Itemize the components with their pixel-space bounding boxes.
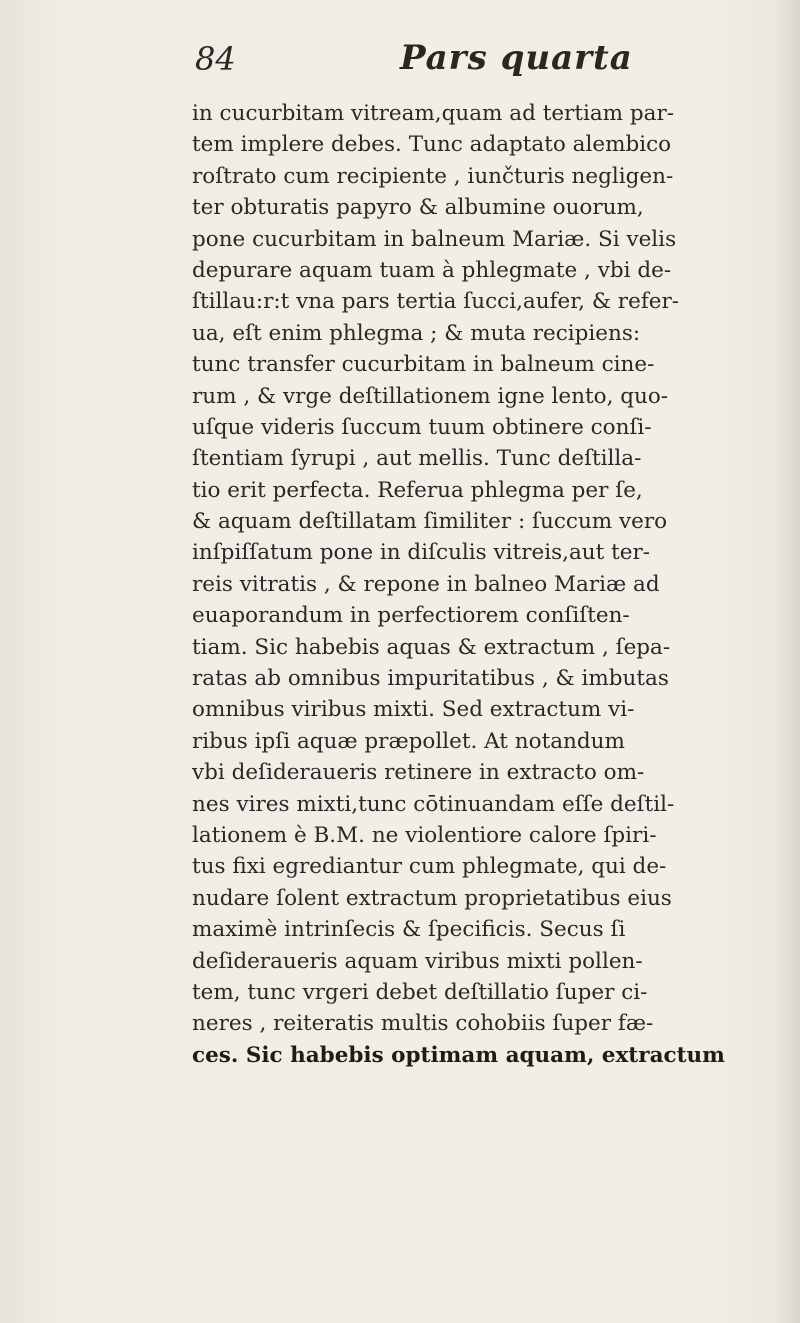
body-text (192, 98, 782, 1071)
text-line: neres , reiteratis multis cohobiis ſuper fæ- (192, 1011, 654, 1037)
text-line: vbi deſideraueris retinere in extracto om- (192, 760, 645, 786)
text-line: roſtrato cum recipiente , iunčturis negligen- (192, 163, 674, 189)
text-line: reis vitratis , & repone in balneo Mariæ ad (192, 571, 660, 597)
text-line: maximè intrinſecis & ſpecificis. Secus ſi (192, 917, 626, 943)
text-line: tus fixi egrediantur cum phlegmate, qui de- (192, 854, 667, 880)
text-line: pone cucurbitam in balneum Mariæ. Si velis (192, 226, 677, 252)
text-line: ſtillau:r:t vna pars tertia ſucci,aufer, & refer- (192, 289, 680, 315)
page-number: 84 (195, 40, 236, 78)
running-head: Pars quarta (400, 38, 633, 78)
text-line: tio erit perfecta. Referua phlegma per ſe, (192, 477, 643, 503)
text-line: nudare ſolent extractum proprietatibus eius (192, 885, 672, 911)
text-line: tunc transfer cucurbitam in balneum cine- (192, 352, 655, 378)
text-line: lationem è B.M. ne violentiore calore ſpiri- (192, 822, 657, 848)
text-line: ribus ipſi aquæ præpollet. At notandum (192, 728, 625, 754)
text-line: nes vires mixti,tunc cōtinuandam eſſe deſtil- (192, 791, 675, 817)
text-line: ces. Sic habebis optimam aquam, extractum (192, 1042, 725, 1068)
text-line: tem, tunc vrgeri debet deſtillatio ſuper ci- (192, 979, 648, 1005)
page-header (195, 40, 675, 90)
text-line: ua, eſt enim phlegma ; & muta recipiens: (192, 320, 641, 346)
text-line: uſque videris ſuccum tuum obtinere conſi- (192, 414, 652, 440)
text-line: euaporandum in perfectiorem conſiſten- (192, 603, 630, 629)
text-line: tem implere debes. Tunc adaptato alembico (192, 132, 672, 158)
text-line: ter obturatis papyro & albumine ouorum, (192, 195, 644, 221)
text-line: & aquam deſtillatam ſimiliter : ſuccum vero (192, 509, 668, 535)
text-line: in cucurbitam vitream,quam ad tertiam par- (192, 101, 675, 126)
text-line: deſideraueris aquam viribus mixti pollen- (192, 948, 643, 974)
text-line: ratas ab omnibus impuritatibus , & imbutas (192, 666, 669, 692)
text-line: omnibus viribus mixti. Sed extractum vi- (192, 697, 635, 723)
text-line: ſtentiam ſyrupi , aut mellis. Tunc deſtilla- (192, 446, 642, 472)
text-line: tiam. Sic habebis aquas & extractum , ſepa- (192, 634, 671, 660)
text-line: rum , & vrge deſtillationem igne lento, quo- (192, 383, 669, 409)
text-line: inſpiſſatum pone in diſculis vitreis,aut ter- (192, 540, 650, 566)
text-line: depurare aquam tuam à phlegmate , vbi de- (192, 257, 672, 283)
